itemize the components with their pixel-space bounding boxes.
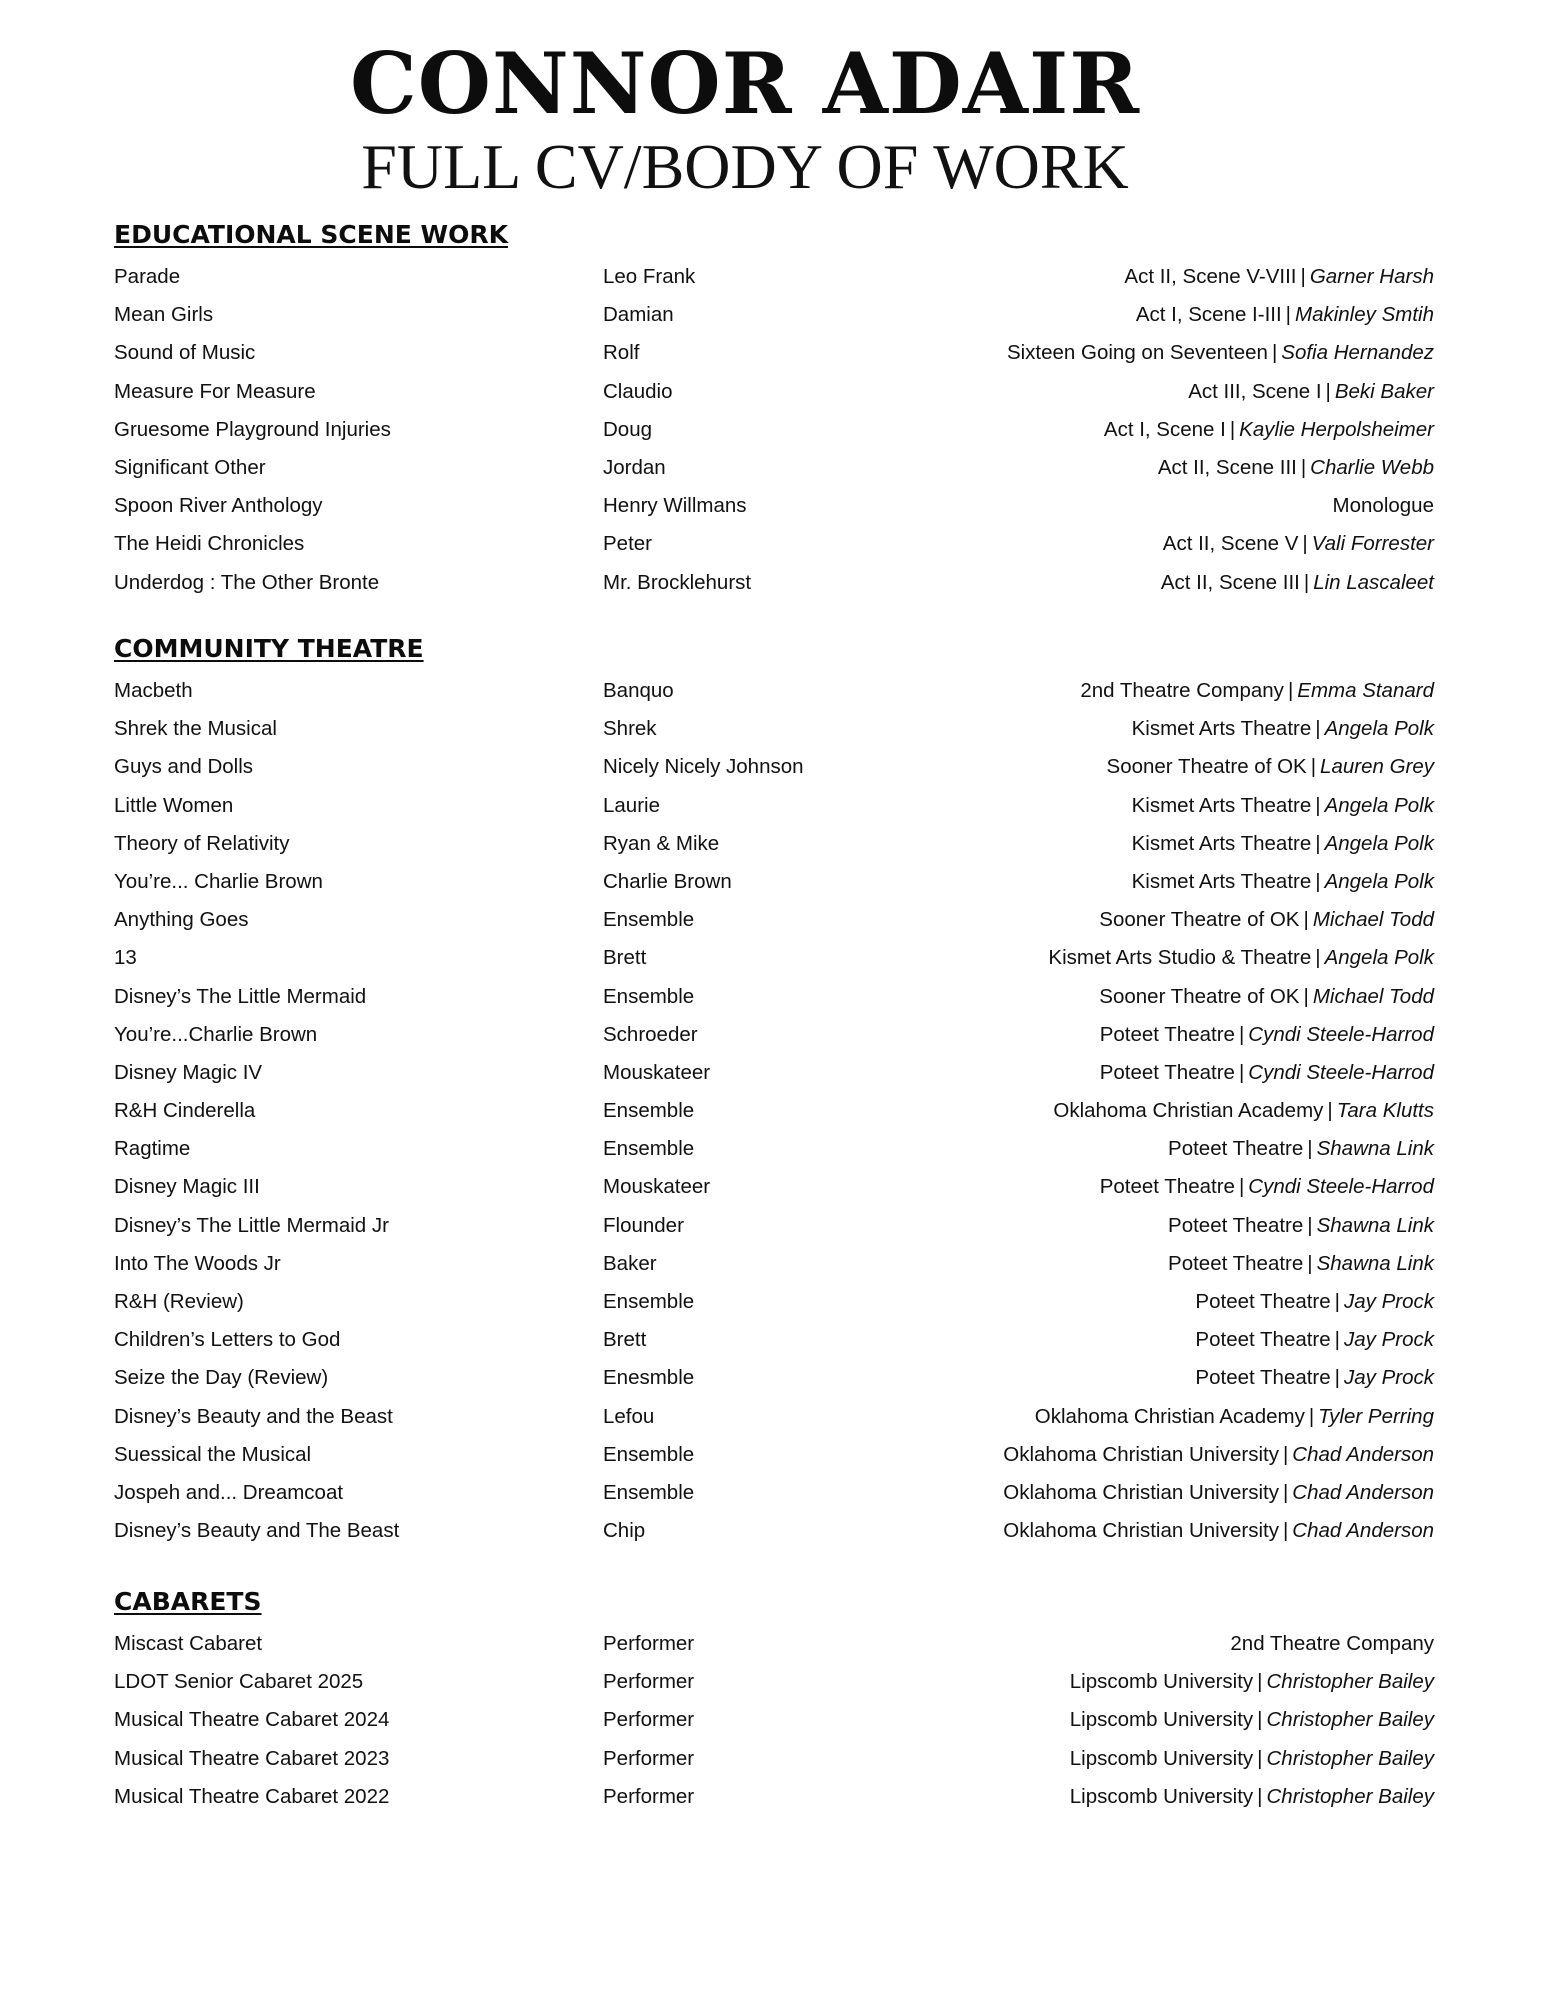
production-title: R&H Cinderella <box>114 1099 256 1123</box>
credit-separator: | <box>1325 379 1331 403</box>
director-name: Christopher Bailey <box>1266 1746 1434 1770</box>
role-name: Shrek <box>603 717 657 741</box>
credit <box>1007 334 1434 372</box>
director-name: Michael Todd <box>1312 984 1434 1008</box>
production-title: Disney’s Beauty and the Beast <box>114 1404 393 1428</box>
credit <box>1070 1663 1434 1701</box>
credit-venue: Kismet Arts Studio & Theatre <box>1048 946 1312 970</box>
production-title: Theory of Relativity <box>114 831 290 855</box>
credit <box>1100 1054 1434 1092</box>
list-item <box>114 1398 1434 1436</box>
section-heading: COMMUNITY THEATRE <box>114 634 424 663</box>
director-name: Shawna Link <box>1316 1251 1434 1275</box>
credit-separator: | <box>1307 1251 1313 1275</box>
credit-venue: Poteet Theatre <box>1195 1290 1331 1313</box>
production-title: The Heidi Chronicles <box>114 532 305 556</box>
credit-venue: Sixteen Going on Seventeen <box>1006 341 1268 365</box>
role-name: Baker <box>603 1251 657 1275</box>
role-name: Claudio <box>603 379 673 403</box>
section-heading: EDUCATIONAL SCENE WORK <box>114 220 508 249</box>
credit <box>1168 1245 1434 1283</box>
director-name: Shawna Link <box>1316 1137 1434 1161</box>
credit-separator: | <box>1315 869 1321 893</box>
role-name: Brett <box>603 1328 647 1352</box>
credit <box>1163 525 1434 563</box>
role-name: Performer <box>603 1670 695 1694</box>
credit <box>1132 787 1434 825</box>
list-item <box>114 525 1434 563</box>
director-name: Sofia Hernandez <box>1281 341 1434 365</box>
credit-separator: | <box>1238 1175 1245 1199</box>
production-title: Spoon River Anthology <box>114 494 323 518</box>
credit-separator: | <box>1307 1213 1313 1237</box>
credit <box>1333 487 1434 525</box>
credit-venue: Poteet Theatre <box>1195 1328 1331 1352</box>
role-name: Performer <box>603 1632 695 1655</box>
credit-separator: | <box>1282 1480 1289 1504</box>
credit-separator: | <box>1303 984 1309 1008</box>
credit-venue: Act II, Scene III <box>1157 455 1297 479</box>
role-name: Performer <box>603 1784 695 1808</box>
production-title: 13 <box>114 946 137 970</box>
credit <box>1070 1701 1434 1739</box>
director-name: Vali Forrester <box>1311 532 1434 556</box>
credit-venue: Poteet Theatre <box>1168 1213 1304 1237</box>
director-name: Tara Klutts <box>1336 1099 1434 1123</box>
credit-venue: Sooner Theatre of OK <box>1099 984 1300 1008</box>
credit <box>1100 1016 1434 1054</box>
production-title: Disney’s Beauty and The Beast <box>114 1519 400 1543</box>
production-title: Macbeth <box>114 679 193 702</box>
director-name: Chad Anderson <box>1292 1442 1434 1466</box>
list-item <box>114 334 1434 372</box>
role-name: Nicely Nicely Johnson <box>603 755 804 779</box>
credit-venue: Poteet Theatre <box>1195 1366 1331 1390</box>
credit-separator: | <box>1315 831 1321 855</box>
role-name: Chip <box>603 1519 646 1543</box>
list-item <box>114 1245 1434 1283</box>
role-name: Jordan <box>603 455 666 479</box>
section-rows <box>114 1625 1434 1816</box>
list-item <box>114 1474 1434 1512</box>
credit <box>1132 710 1434 748</box>
credit-venue: Act III, Scene I <box>1188 379 1322 403</box>
credit-separator: | <box>1315 717 1321 741</box>
credit-venue: Poteet Theatre <box>1168 1137 1304 1161</box>
section-rows <box>114 258 1434 602</box>
credit <box>1107 748 1434 786</box>
credit-venue: Oklahoma Christian Academy <box>1053 1099 1324 1123</box>
credit <box>1132 863 1434 901</box>
role-name: Rolf <box>603 341 640 365</box>
production-title: Disney Magic III <box>114 1175 260 1199</box>
list-item <box>114 939 1434 977</box>
credit-separator: | <box>1300 265 1306 288</box>
production-title: Anything Goes <box>114 908 249 932</box>
credit-venue: Act II, Scene V <box>1162 532 1299 556</box>
credit-separator: | <box>1334 1328 1340 1352</box>
list-item <box>114 296 1434 334</box>
list-item <box>114 564 1434 602</box>
credit <box>1168 1130 1434 1168</box>
list-item <box>114 373 1434 411</box>
credit-separator: | <box>1315 793 1321 817</box>
list-item <box>114 748 1434 786</box>
director-name: Christopher Bailey <box>1266 1708 1434 1732</box>
director-name: Jay Prock <box>1344 1328 1434 1352</box>
director-name: Angela Polk <box>1324 869 1434 893</box>
role-name: Ensemble <box>603 984 695 1008</box>
credit <box>1158 449 1434 487</box>
production-title: Gruesome Playground Injuries <box>114 417 391 441</box>
credit-separator: | <box>1315 946 1321 970</box>
credit-venue: Monologue <box>1332 494 1434 518</box>
role-name: Flounder <box>603 1213 684 1237</box>
production-title: Musical Theatre Cabaret 2024 <box>114 1708 390 1732</box>
credit-venue: 2nd Theatre Company <box>1080 679 1284 702</box>
credit-venue: 2nd Theatre Company <box>1230 1632 1434 1655</box>
role-name: Ensemble <box>603 1290 695 1313</box>
list-item <box>114 1054 1434 1092</box>
production-title: Suessical the Musical <box>114 1442 312 1466</box>
list-item <box>114 449 1434 487</box>
production-title: Ragtime <box>114 1137 191 1161</box>
production-title: You’re...Charlie Brown <box>114 1022 318 1046</box>
credit-separator: | <box>1257 1784 1263 1808</box>
production-title: Children’s Letters to God <box>114 1328 341 1352</box>
credit <box>1070 1778 1434 1816</box>
production-title: Significant Other <box>114 455 266 479</box>
director-name: Cyndi Steele-Harrod <box>1248 1022 1434 1046</box>
role-name: Lefou <box>603 1404 655 1428</box>
credit-venue: Kismet Arts Theatre <box>1131 793 1312 817</box>
list-item <box>114 787 1434 825</box>
role-name: Damian <box>603 303 674 327</box>
credit <box>1195 1359 1434 1397</box>
credit-separator: | <box>1307 1137 1313 1161</box>
credit <box>1124 258 1434 296</box>
credit <box>1048 939 1434 977</box>
credit-venue: Kismet Arts Theatre <box>1131 831 1312 855</box>
credit-venue: Lipscomb University <box>1069 1784 1254 1808</box>
credit-separator: | <box>1229 417 1236 441</box>
section-community-theatre <box>114 632 1434 1550</box>
production-title: Jospeh and... Dreamcoat <box>114 1480 344 1504</box>
credit-venue: Act I, Scene I-III <box>1135 303 1282 327</box>
production-title: Guys and Dolls <box>114 755 254 779</box>
director-name: Cyndi Steele-Harrod <box>1248 1060 1434 1084</box>
director-name: Cyndi Steele-Harrod <box>1248 1175 1434 1199</box>
credit-separator: | <box>1308 1404 1315 1428</box>
page-subtitle: FULL CV/BODY OF WORK <box>361 131 1129 202</box>
credit-venue: Kismet Arts Theatre <box>1131 869 1312 893</box>
role-name: Ensemble <box>603 1099 695 1123</box>
credit <box>1188 373 1434 411</box>
credit-separator: | <box>1271 341 1278 365</box>
production-title: You’re... Charlie Brown <box>114 869 323 893</box>
role-name: Peter <box>603 532 652 556</box>
credit <box>1099 901 1434 939</box>
director-name: Garner Harsh <box>1309 265 1434 288</box>
role-name: Leo Frank <box>603 265 696 288</box>
role-name: Schroeder <box>603 1022 698 1046</box>
production-title: Miscast Cabaret <box>114 1632 263 1655</box>
director-name: Emma Stanard <box>1297 679 1434 702</box>
production-title: Mean Girls <box>114 303 214 327</box>
list-item <box>114 1625 1434 1663</box>
list-item <box>114 487 1434 525</box>
list-item <box>114 1436 1434 1474</box>
credit-separator: | <box>1303 908 1309 932</box>
credit-separator: | <box>1282 1442 1289 1466</box>
section-cabarets <box>114 1585 1434 1816</box>
list-item <box>114 1740 1434 1778</box>
role-name: Mouskateer <box>603 1175 711 1199</box>
credit <box>1070 1740 1434 1778</box>
list-item <box>114 1663 1434 1701</box>
director-name: Angela Polk <box>1324 946 1434 970</box>
credit <box>1136 296 1434 334</box>
credit <box>1100 1168 1434 1206</box>
director-name: Angela Polk <box>1324 831 1434 855</box>
credit-separator: | <box>1282 1519 1289 1543</box>
director-name: Christopher Bailey <box>1266 1670 1434 1694</box>
production-title: Disney Magic IV <box>114 1060 263 1084</box>
list-item <box>114 1092 1434 1130</box>
director-name: Makinley Smtih <box>1295 303 1434 327</box>
credit-venue: Kismet Arts Theatre <box>1131 717 1312 741</box>
credit-separator: | <box>1327 1099 1333 1123</box>
director-name: Michael Todd <box>1312 908 1434 932</box>
production-title: Into The Woods Jr <box>114 1251 281 1275</box>
production-title: Parade <box>114 265 181 288</box>
credit <box>1053 1092 1434 1130</box>
production-title: Seize the Day (Review) <box>114 1366 329 1390</box>
role-name: Mouskateer <box>603 1060 711 1084</box>
role-name: Mr. Brocklehurst <box>603 570 752 594</box>
credit-venue: Poteet Theatre <box>1099 1060 1235 1084</box>
list-item <box>114 1168 1434 1206</box>
credit <box>1132 825 1434 863</box>
section-heading: CABARETS <box>114 1587 262 1616</box>
role-name: Charlie Brown <box>603 869 732 893</box>
list-item <box>114 1512 1434 1550</box>
director-name: Angela Polk <box>1324 793 1434 817</box>
list-item <box>114 825 1434 863</box>
role-name: Ensemble <box>603 1442 695 1466</box>
credit-venue: Act II, Scene V-VIII <box>1124 265 1297 288</box>
production-title: Musical Theatre Cabaret 2022 <box>114 1784 390 1808</box>
production-title: Shrek the Musical <box>114 717 277 741</box>
list-item <box>114 1778 1434 1816</box>
list-item <box>114 411 1434 449</box>
credit <box>1003 1474 1434 1512</box>
list-item <box>114 1130 1434 1168</box>
director-name: Chad Anderson <box>1292 1480 1434 1504</box>
director-name: Beki Baker <box>1334 379 1434 403</box>
credit <box>1195 1321 1434 1359</box>
page-title: CONNOR ADAIR <box>349 34 1141 133</box>
role-name: Ensemble <box>603 1480 695 1504</box>
role-name: Ensemble <box>603 908 695 932</box>
credit-venue: Sooner Theatre of OK <box>1106 755 1307 779</box>
production-title: Disney’s The Little Mermaid <box>114 984 367 1008</box>
production-title: Sound of Music <box>114 341 256 365</box>
role-name: Banquo <box>603 679 674 702</box>
credit <box>1035 1398 1434 1436</box>
role-name: Ensemble <box>603 1137 695 1161</box>
credit-venue: Poteet Theatre <box>1099 1022 1235 1046</box>
director-name: Tyler Perring <box>1318 1404 1434 1428</box>
credit-venue: Oklahoma Christian University <box>1003 1480 1279 1504</box>
credit <box>1195 1283 1434 1321</box>
credit-venue: Act II, Scene III <box>1160 570 1300 594</box>
director-name: Lin Lascaleet <box>1313 570 1434 594</box>
director-name: Lauren Grey <box>1320 755 1434 779</box>
production-title: Little Women <box>114 793 234 817</box>
list-item <box>114 863 1434 901</box>
credit-venue: Oklahoma Christian University <box>1003 1442 1279 1466</box>
director-name: Christopher Bailey <box>1266 1784 1434 1808</box>
director-name: Charlie Webb <box>1310 455 1434 479</box>
credit-separator: | <box>1334 1366 1340 1390</box>
credit-venue: Oklahoma Christian University <box>1003 1519 1279 1543</box>
role-name: Laurie <box>603 793 660 817</box>
credit-separator: | <box>1303 570 1310 594</box>
production-title: R&H (Review) <box>114 1290 244 1313</box>
list-item <box>114 1207 1434 1245</box>
credit-separator: | <box>1285 303 1291 327</box>
list-item <box>114 1359 1434 1397</box>
credit-venue: Lipscomb University <box>1069 1708 1254 1732</box>
credit-separator: | <box>1257 1746 1263 1770</box>
list-item <box>114 978 1434 1016</box>
credit-separator: | <box>1287 679 1294 702</box>
production-title: Musical Theatre Cabaret 2023 <box>114 1746 390 1770</box>
list-item <box>114 1283 1434 1321</box>
section-educational-scene-work <box>114 218 1434 602</box>
credit-separator: | <box>1302 532 1308 556</box>
credit-venue: Lipscomb University <box>1069 1746 1254 1770</box>
credit-separator: | <box>1257 1708 1263 1732</box>
director-name: Angela Polk <box>1324 717 1434 741</box>
credit <box>1003 1436 1434 1474</box>
credit-venue: Lipscomb University <box>1069 1670 1254 1694</box>
credit <box>1080 672 1434 710</box>
list-item <box>114 710 1434 748</box>
list-item <box>114 901 1434 939</box>
section-rows <box>114 672 1434 1550</box>
credit-venue: Poteet Theatre <box>1168 1251 1304 1275</box>
director-name: Shawna Link <box>1316 1213 1434 1237</box>
credit <box>1003 1512 1434 1550</box>
director-name: Kaylie Herpolsheimer <box>1239 417 1434 441</box>
credit <box>1161 564 1434 602</box>
credit-separator: | <box>1257 1670 1263 1694</box>
credit <box>1168 1207 1434 1245</box>
production-title: LDOT Senior Cabaret 2025 <box>114 1670 364 1694</box>
credit-venue: Poteet Theatre <box>1099 1175 1235 1199</box>
credit-venue: Act I, Scene I <box>1103 417 1226 441</box>
credit <box>1099 978 1434 1016</box>
list-item <box>114 258 1434 296</box>
credit-separator: | <box>1238 1022 1245 1046</box>
credit-separator: | <box>1310 755 1317 779</box>
director-name: Jay Prock <box>1344 1366 1434 1390</box>
title-block <box>0 36 1490 202</box>
credit-separator: | <box>1300 455 1307 479</box>
credit-separator: | <box>1334 1290 1340 1313</box>
role-name: Brett <box>603 946 647 970</box>
director-name: Chad Anderson <box>1292 1519 1434 1543</box>
role-name: Performer <box>603 1708 695 1732</box>
production-title: Disney’s The Little Mermaid Jr <box>114 1213 389 1237</box>
credit-separator: | <box>1238 1060 1245 1084</box>
production-title: Measure For Measure <box>114 379 316 403</box>
role-name: Performer <box>603 1746 695 1770</box>
list-item <box>114 1701 1434 1739</box>
credit-venue: Oklahoma Christian Academy <box>1034 1404 1305 1428</box>
credit-venue: Sooner Theatre of OK <box>1099 908 1300 932</box>
role-name: Ryan & Mike <box>603 831 720 855</box>
list-item <box>114 1016 1434 1054</box>
list-item <box>114 672 1434 710</box>
director-name: Jay Prock <box>1344 1290 1434 1313</box>
credit <box>1230 1625 1434 1663</box>
list-item <box>114 1321 1434 1359</box>
role-name: Doug <box>603 417 653 441</box>
role-name: Enesmble <box>603 1366 695 1390</box>
production-title: Underdog : The Other Bronte <box>114 570 380 594</box>
credit <box>1104 411 1434 449</box>
role-name: Henry Willmans <box>603 494 747 518</box>
